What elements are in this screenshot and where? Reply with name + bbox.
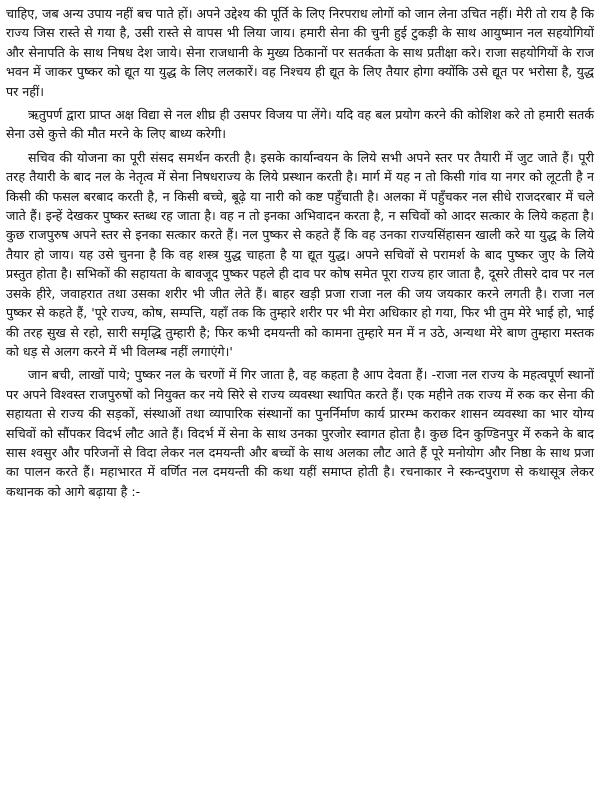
paragraph-2: ऋतुपर्ण द्वारा प्राप्त अक्ष विद्या से नल शीघ्र ही उसपर विजय पा लेंगे। यदि वह बल प्रयोग करने की कोशिश करे तो हमारी सतर्क सेना उसे कुत्ते की मौत मरने के लिए बाध्य करेगी। xyxy=(6,107,594,142)
paragraph-1: चाहिए, जब अन्य उपाय नहीं बच पाते हों। अपने उद्देश्य की पूर्ति के लिए निरपराध लोगों को जान लेना उचित नहीं। मेरी तो राय है कि राज्य जिस रास्ते से गया है, उसी रास्ते से वापस भी लिया जाय। हमारी सेना की चुनी हुई टुकड़ी के साथ आयुष्मान नल सहयोगियों और सेनापति के साथ निषध देश जाये। सेना राजधानी के मुख्य ठिकानों पर सतर्कता के साथ प्रतीक्षा करे। राजा सहयोगियों के राज भवन में जाकर पुष्कर को द्यूत या युद्ध के लिए ललकारें। वह निश्चय ही द्यूत के लिए तैयार होगा क्योंकि उसे द्यूत पर भरोसा है, युद्ध पर नहीं। xyxy=(6,6,594,99)
paragraph-4: जान बची, लाखों पाये; पुष्कर नल के चरणों में गिर जाता है, वह कहता है आप देवता हैं। -राजा नल राज्य के महत्वपूर्ण स्थानों पर अपने विश्वस्त राजपुरुषों को नियुक्त कर नये सिरे से राज्य व्यवस्था स्थापित करते हैं। एक महीने तक राज्य में रुक कर सेना की सहायता से राज्य की सड़कों, संस्थाओं तथा व्यापारिक संस्थानों का पुनर्निर्माण कार्य प्रारम्भ कराकर शासन व्यवस्था का भार योग्य सचिवों को सौंपकर विदर्भ लौट आते हैं। विदर्भ में सेना के साथ उनका पुरजोर स्वागत होता है। कुछ दिन कुण्डिनपुर में रुकने के बाद सास श्वसुर और परिजनों से विदा लेकर नल दमयन्ती और बच्चों के साथ अलका लौट आते हैं पूरे मनोयोग और निष्ठा के साथ प्रजा का पालन करते हैं। महाभारत में वर्णित नल दमयन्ती की कथा यहीं समाप्त होती है। रचनाकार ने स्कन्दपुराण से कथासूत्र लेकर कथानक को आगे बढ़ाया है :- xyxy=(6,367,594,499)
paragraph-3: सचिव की योजना का पूरी संसद समर्थन करती है। इसके कार्यान्वयन के लिये सभी अपने स्तर पर तैयारी में जुट जाते हैं। पूरी तरह तैयारी के बाद नल के नेतृत्व में सेना निषधराज्य के लिये प्रस्थान करती है। मार्ग में यह न तो किसी गांव या नगर को लूटती है न किसी की फसल बरबाद करती है, न किसी बच्चे, बूढ़े या नारी को कष्ट पहुँचाती है। अलका में पहुँचकर नल सीधे राजदरबार में चले जाते हैं। इन्हें देखकर पुष्कर स्तब्ध रह जाता है। वह न तो इनका अभिवादन करता है, न सचिवों को आदर सत्कार के लिये कहता है। कुछ राजपुरुष अपने स्तर से इनका सत्कार करते हैं। नल पुष्कर से कहते हैं कि वह उनका राज्यसिंहासन खाली करे या युद्ध के लिये तैयार हो जाय। यह उसे चुनना है कि वह शस्त्र युद्ध चाहता है या द्यूत युद्ध। अपने सचिवों से परामर्श के बाद पुष्कर जुए के लिये प्रस्तुत होता है। सभिकों की सहायता के बावजूद पुष्कर पहले ही दाव पर कोष समेत पूरा राज्य हार जाता है, दूसरे तीसरे दाव पर नल उसके हीरे, जवाहरात तथा उसका शरीर भी जीत लेते हैं। बाहर खड़ी प्रजा राजा नल की जय जयकार करने लगती है। राजा नल पुष्कर से कहते हैं, 'पूरे राज्य, कोष, सम्पत्ति, यहाँ तक कि तुम्हारे शरीर पर भी मेरा अधिकार हो गया, फिर भी तुम मेरे भाई हो, भाई की तरह सुख से रहो, सारी समृद्धि तुम्हारी है; फिर कभी दमयन्ती को कामना तुम्हारे मन में न उठे, अन्यथा मेरे बाण तुम्हारा मस्तक को धड़ से अलग करने में भी विलम्ब नहीं लगाएंगे।' xyxy=(6,149,594,359)
